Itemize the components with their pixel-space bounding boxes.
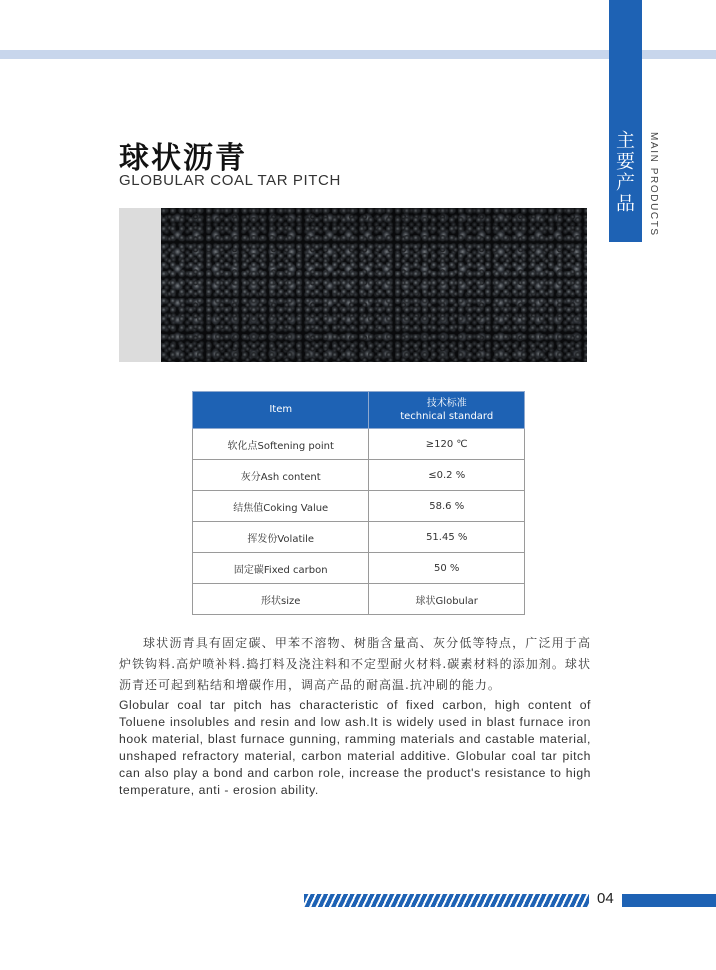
description-en: Globular coal tar pitch has characteristic of fixed carbon, high content of Toluene insolubles and resin and low ash.It is widely used in blast furnace iron hook material, blast furnace gunning, ramming materials and castable material, unshaped refractory material, carbon material additive. Globular coal tar pitch can also play a bond and carbon role, increase the product's resistance to high temperature, anti - erosion ability.: [119, 698, 591, 797]
row-value: 51.45 %: [369, 522, 525, 553]
table-row: [193, 429, 525, 460]
table-row: [193, 522, 525, 553]
page-number: 04: [597, 890, 614, 907]
row-value: ≥120 ℃: [369, 429, 525, 460]
row-value: 58.6 %: [369, 491, 525, 522]
header-standard: [369, 392, 525, 429]
row-item: 软化点Softening point: [193, 429, 369, 460]
row-value: 50 %: [369, 553, 525, 584]
row-item: 固定碳Fixed carbon: [193, 553, 369, 584]
table-row: [193, 491, 525, 522]
header-standard-cn: 技术标准: [426, 397, 467, 409]
footer-stripes: [304, 894, 589, 907]
spec-table: [192, 391, 525, 615]
table-row: [193, 584, 525, 615]
row-value: ≤0.2 %: [369, 460, 525, 491]
table-row: [193, 460, 525, 491]
row-item: 挥发份Volatile: [193, 522, 369, 553]
spec-table-header: [193, 392, 525, 429]
section-tab-label-en: MAIN PRODUCTS: [648, 132, 659, 237]
page-title-en: GLOBULAR COAL TAR PITCH: [119, 172, 341, 189]
product-photo-shading: [161, 208, 587, 362]
row-item: 灰分Ash content: [193, 460, 369, 491]
row-item: 形状size: [193, 584, 369, 615]
footer-bar: [622, 894, 716, 907]
row-item: 结焦值Coking Value: [193, 491, 369, 522]
header-item: Item: [193, 392, 369, 429]
section-tab-label-cn: 主要产品: [613, 130, 635, 214]
header-standard-en: technical standard: [400, 411, 494, 422]
row-value: 球状Globular: [369, 584, 525, 615]
description-cn: 球状沥青具有固定碳、甲苯不溶物、树脂含量高、灰分低等特点，广泛用于高炉铁钩料.高炉喷补料.捣打料及浇注料和不定型耐火材料.碳素材料的添加剂。球状沥青还可起到粘结和增碳作用，调高产品的耐高温.抗冲刷的能力。: [119, 636, 591, 692]
table-row: [193, 553, 525, 584]
page-title-cn: 球状沥青: [119, 141, 247, 176]
